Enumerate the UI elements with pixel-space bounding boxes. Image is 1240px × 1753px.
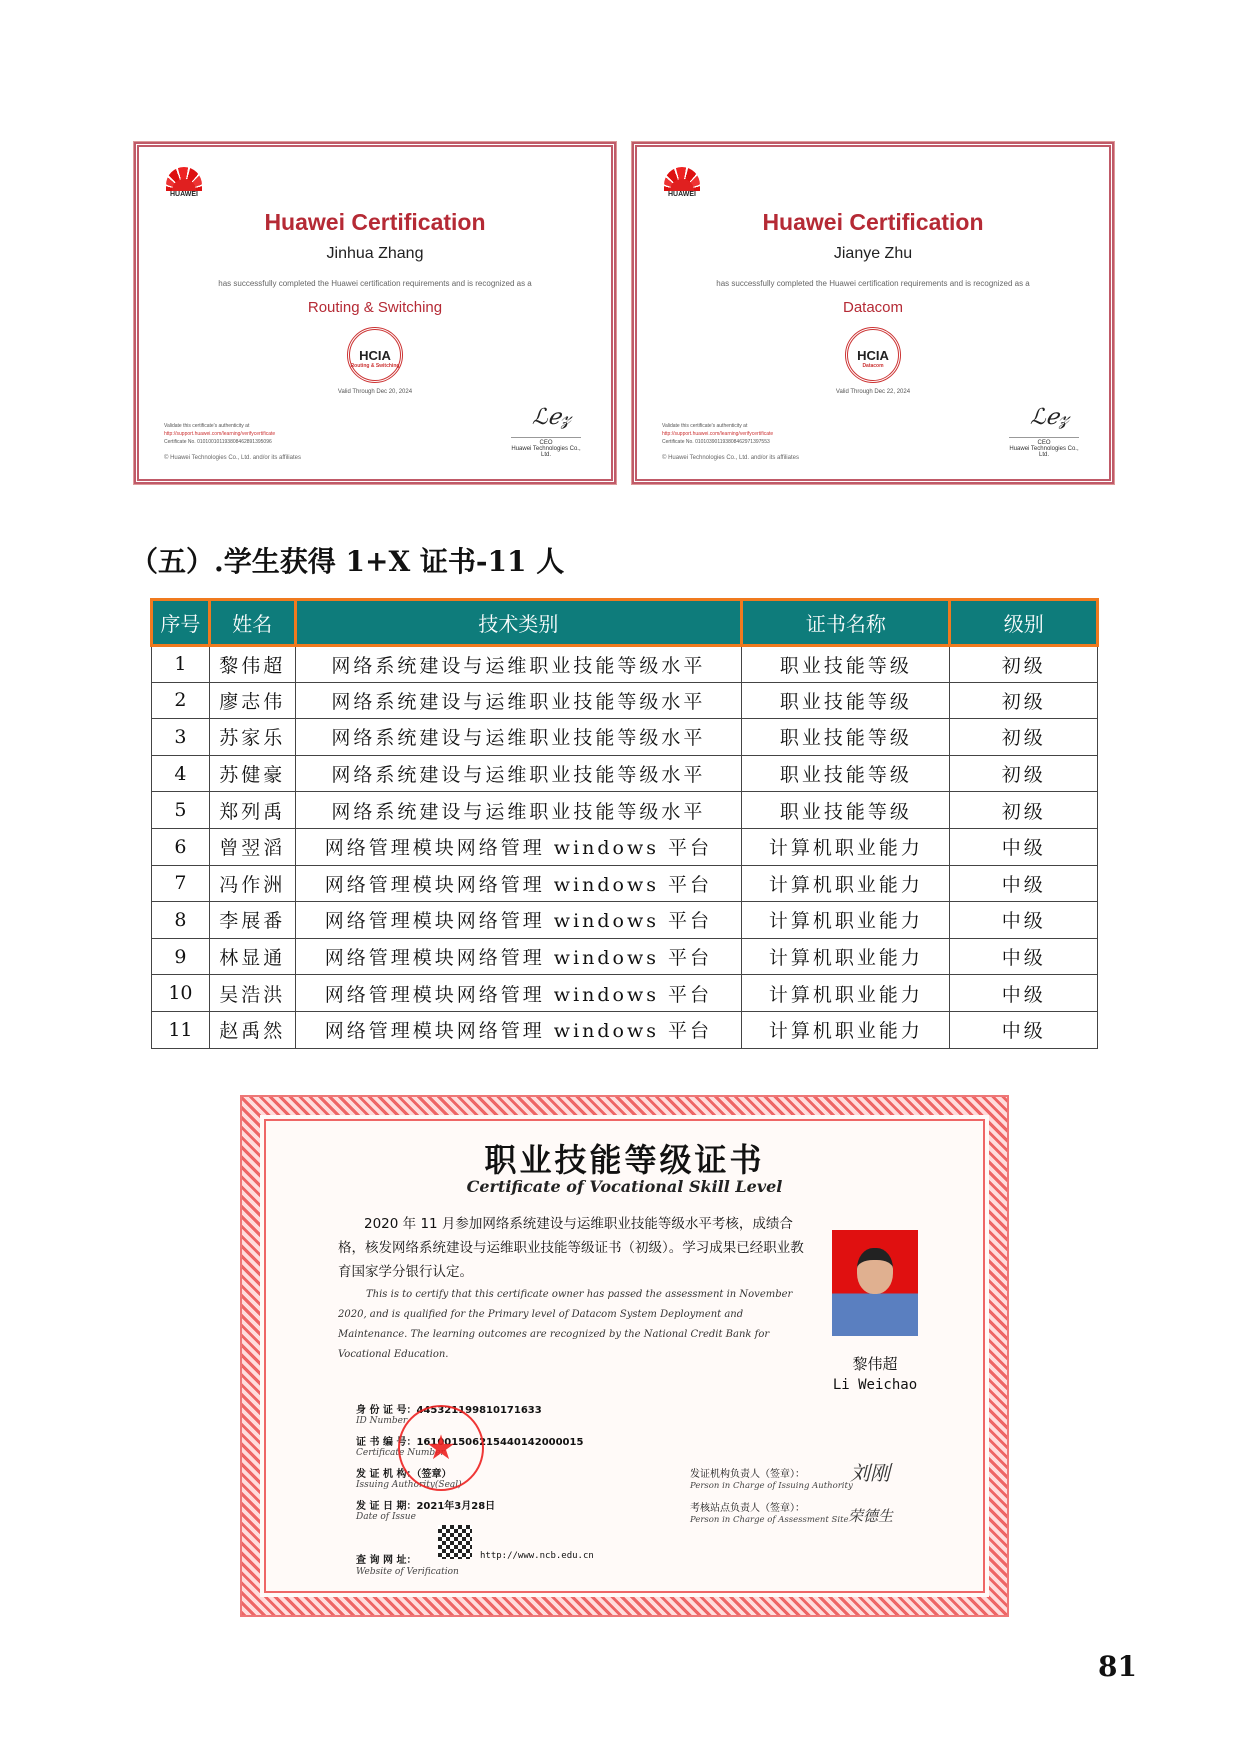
row-name: 苏家乐 <box>209 719 295 756</box>
table-row <box>152 938 1098 975</box>
row-category: 网络管理模块网络管理 windows 平台 <box>295 865 742 902</box>
ceo-signature: ℒℯ𝓏 <box>531 405 571 430</box>
issue-date: 发 证 日 期：2021年3月28日 <box>356 1501 496 1512</box>
row-index: 2 <box>152 682 210 719</box>
row-index: 9 <box>152 938 210 975</box>
verify-url[interactable]: http://www.ncb.edu.cn <box>480 1551 594 1561</box>
cert-desc: has successfully completed the Huawei certification requirements and is recognized as a <box>218 279 532 288</box>
validation-info: Validate this certificate's authenticity at http://support.huawei.com/learning/verifycertificate Certificate No. 010103901193808462971397553 <box>662 423 774 445</box>
vc-subtitle: Certificate of Vocational Skill Level <box>466 1177 783 1196</box>
valid-through: Valid Through Dec 20, 2024 <box>337 389 413 395</box>
hcia-badge: HCIA Routing & Switching <box>347 327 403 383</box>
table-row <box>152 755 1098 792</box>
row-index: 11 <box>152 1011 210 1048</box>
row-name: 曾翌滔 <box>209 828 295 865</box>
row-cert: 计算机职业能力 <box>742 828 950 865</box>
vc-cn-text: 2020 年 11 月参加网络系统建设与运维职业技能等级水平考核，成绩合格，核发网络系统建设与运维职业技能等级证书（初级）。学习成果已经职业教育国家学分银行认定。 <box>338 1216 804 1280</box>
hcia-badge: HCIA Datacom <box>845 327 901 383</box>
cert-title: Huawei Certification <box>264 209 486 235</box>
col-header-level: 级别 <box>950 600 1098 646</box>
huawei-logo: HUAWEI <box>662 167 702 198</box>
row-cert: 职业技能等级 <box>742 719 950 756</box>
verify-site-en: Website of Verification <box>356 1567 459 1577</box>
row-category: 网络系统建设与运维职业技能等级水平 <box>295 792 742 829</box>
cert-title: Huawei Certification <box>762 209 984 235</box>
row-cert: 计算机职业能力 <box>742 865 950 902</box>
signature-2: 荣德生 <box>848 1507 894 1525</box>
row-category: 网络系统建设与运维职业技能等级水平 <box>295 755 742 792</box>
col-header-index: 序号 <box>152 600 210 646</box>
table-row <box>152 646 1098 683</box>
row-index: 6 <box>152 828 210 865</box>
col-header-name: 姓名 <box>209 600 295 646</box>
col-header-cert: 证书名称 <box>742 600 950 646</box>
row-level: 中级 <box>950 975 1098 1012</box>
table-header <box>152 600 1098 646</box>
cert-desc: has successfully completed the Huawei certification requirements and is recognized as a <box>716 279 1030 288</box>
row-index: 5 <box>152 792 210 829</box>
cert-holder: Jinhua Zhang <box>326 245 424 262</box>
row-level: 初级 <box>950 755 1098 792</box>
vc-title: 职业技能等级证书 <box>484 1141 765 1179</box>
row-index: 7 <box>152 865 210 902</box>
row-name: 林显通 <box>209 938 295 975</box>
table-row <box>152 828 1098 865</box>
row-level: 初级 <box>950 646 1098 683</box>
site-person-en: Person in Charge of Assessment Site <box>690 1515 849 1525</box>
row-category: 网络管理模块网络管理 windows 平台 <box>295 828 742 865</box>
issuer-person: 发证机构负责人（签章）： <box>690 1469 805 1480</box>
row-index: 10 <box>152 975 210 1012</box>
row-level: 中级 <box>950 1011 1098 1048</box>
row-name: 苏健豪 <box>209 755 295 792</box>
table-row <box>152 865 1098 902</box>
row-category: 网络系统建设与运维职业技能等级水平 <box>295 646 742 683</box>
valid-through: Valid Through Dec 22, 2024 <box>835 389 911 395</box>
holder-name-cn: 黎伟超 <box>852 1355 898 1373</box>
page-number: 81 <box>1098 1650 1137 1683</box>
row-cert: 职业技能等级 <box>742 682 950 719</box>
row-index: 3 <box>152 719 210 756</box>
row-cert: 计算机职业能力 <box>742 902 950 939</box>
signature-1: 刘刚 <box>850 1461 890 1485</box>
row-level: 中级 <box>950 865 1098 902</box>
ceo-label: CEO Huawei Technologies Co., Ltd. <box>511 437 581 458</box>
row-index: 1 <box>152 646 210 683</box>
cert-track: Datacom <box>842 299 904 316</box>
copyright: © Huawei Technologies Co., Ltd. and/or its affiliates <box>164 455 301 461</box>
row-level: 中级 <box>950 938 1098 975</box>
id-number-en: ID Number <box>356 1416 408 1426</box>
table-row <box>152 719 1098 756</box>
issuer-person-en: Person in Charge of Issuing Authority <box>690 1481 853 1491</box>
row-cert: 计算机职业能力 <box>742 938 950 975</box>
issue-date-en: Date of Issue <box>356 1512 416 1522</box>
cert-number-en: Certificate Number <box>356 1448 445 1458</box>
copyright: © Huawei Technologies Co., Ltd. and/or its affiliates <box>662 455 799 461</box>
table-row <box>152 975 1098 1012</box>
holder-photo <box>832 1230 918 1336</box>
validation-info: Validate this certificate's authenticity at http://support.huawei.com/learning/verifycertificate Certificate No. 0101001011938084628913950​96 <box>164 423 276 445</box>
row-name: 冯作洲 <box>209 865 295 902</box>
huawei-certificate-2 <box>632 142 1114 484</box>
row-cert: 职业技能等级 <box>742 646 950 683</box>
row-name: 廖志伟 <box>209 682 295 719</box>
huawei-certificate-1 <box>134 142 616 484</box>
row-category: 网络管理模块网络管理 windows 平台 <box>295 1011 742 1048</box>
certificate-table <box>150 598 1099 1049</box>
row-index: 8 <box>152 902 210 939</box>
row-level: 中级 <box>950 828 1098 865</box>
row-name: 李展番 <box>209 902 295 939</box>
qr-code-icon <box>438 1525 472 1559</box>
row-level: 初级 <box>950 719 1098 756</box>
row-category: 网络管理模块网络管理 windows 平台 <box>295 975 742 1012</box>
row-name: 赵禹然 <box>209 1011 295 1048</box>
issuer: 发 证 机 构：（签章） <box>356 1469 452 1480</box>
row-cert: 计算机职业能力 <box>742 975 950 1012</box>
row-index: 4 <box>152 755 210 792</box>
site-person: 考核站点负责人（签章）： <box>690 1503 805 1514</box>
table-row <box>152 1011 1098 1048</box>
cert-track: Routing & Switching <box>307 299 443 316</box>
row-category: 网络系统建设与运维职业技能等级水平 <box>295 682 742 719</box>
row-cert: 职业技能等级 <box>742 755 950 792</box>
ceo-signature: ℒℯ𝓏 <box>1029 405 1069 430</box>
row-name: 吴浩洪 <box>209 975 295 1012</box>
table-row <box>152 682 1098 719</box>
vc-en-text: This is to certify that this certificate owner has passed the assessment in November 2020, and is qualified for the Primary level of Datacom System Deployment and Maintenance. The learning outcomes are recognized by the National Credit Bank for Vocational Education. <box>338 1289 793 1360</box>
cert-number: 证 书 编 号：16100150621544014200​0015 <box>356 1437 584 1448</box>
table-row <box>152 792 1098 829</box>
huawei-logo: HUAWEI <box>164 167 204 198</box>
section-heading: （五）.学生获得 1+X 证书-11 人 <box>130 545 565 578</box>
row-name: 郑列禹 <box>209 792 295 829</box>
row-cert: 职业技能等级 <box>742 792 950 829</box>
row-category: 网络管理模块网络管理 windows 平台 <box>295 902 742 939</box>
row-level: 初级 <box>950 792 1098 829</box>
row-level: 中级 <box>950 902 1098 939</box>
row-name: 黎伟超 <box>209 646 295 683</box>
row-category: 网络管理模块网络管理 windows 平台 <box>295 938 742 975</box>
id-number: 身 份 证 号：445321199810171633 <box>356 1405 542 1416</box>
col-header-category: 技术类别 <box>295 600 742 646</box>
cert-holder: Jianye Zhu <box>833 245 913 262</box>
holder-name-en: Li Weichao <box>832 1377 918 1393</box>
row-level: 初级 <box>950 682 1098 719</box>
issuer-en: Issuing Authority(Seal) <box>356 1480 462 1490</box>
row-category: 网络系统建设与运维职业技能等级水平 <box>295 719 742 756</box>
vocational-certificate <box>242 1097 1007 1615</box>
red-seal-icon: ★ <box>398 1405 484 1491</box>
table-row <box>152 902 1098 939</box>
row-cert: 计算机职业能力 <box>742 1011 950 1048</box>
verify-site: 查 询 网 址： <box>356 1555 417 1566</box>
ceo-label: CEO Huawei Technologies Co., Ltd. <box>1009 437 1079 458</box>
